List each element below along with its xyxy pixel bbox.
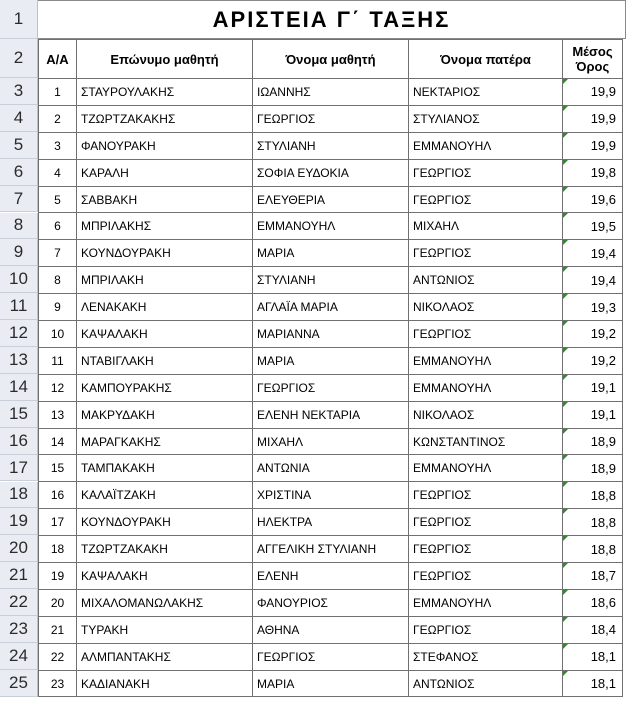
cell-surname[interactable]: ΤΑΜΠΑΚΑΚΗ [77, 455, 253, 482]
cell-name[interactable]: ΑΓΛΑΪΑ ΜΑΡΙΑ [253, 294, 409, 321]
cell-surname[interactable]: ΚΑΜΠΟΥΡΑΚΗΣ [77, 374, 253, 401]
cell-aa[interactable]: 6 [39, 213, 77, 240]
cell-aa[interactable]: 3 [39, 132, 77, 159]
cell-surname[interactable]: ΤΖΩΡΤΖΑΚΑΚΗ [77, 536, 253, 563]
cell-average[interactable]: 19,9 [563, 132, 623, 159]
cell-surname[interactable]: ΣΑΒΒΑΚΗ [77, 186, 253, 213]
cell-name[interactable]: ΣΤΥΛΙΑΝΗ [253, 132, 409, 159]
cell-average[interactable]: 18,1 [563, 670, 623, 697]
table-row [39, 536, 623, 563]
cell-father[interactable]: ΓΕΩΡΓΙΟΣ [409, 186, 563, 213]
row-number[interactable]: 19 [0, 508, 38, 535]
cell-father[interactable]: ΕΜΜΑΝΟΥΗΛ [409, 347, 563, 374]
cell-surname[interactable]: ΚΑΨΑΛΑΚΗ [77, 321, 253, 348]
table-row [39, 186, 623, 213]
cell-average[interactable]: 19,1 [563, 374, 623, 401]
table-row [39, 509, 623, 536]
cell-name[interactable]: ΑΘΗΝΑ [253, 616, 409, 643]
table-row [39, 643, 623, 670]
cell-surname[interactable]: ΚΟΥΝΔΟΥΡΑΚΗ [77, 240, 253, 267]
cell-father[interactable]: ΕΜΜΑΝΟΥΗΛ [409, 132, 563, 159]
table-row [39, 670, 623, 697]
row-number[interactable]: 12 [0, 320, 38, 347]
cell-surname[interactable]: ΜΠΡΙΛΑΚΗ [77, 267, 253, 294]
cell-name[interactable]: ΕΛΕΝΗ ΝΕΚΤΑΡΙΑ [253, 401, 409, 428]
cell-father[interactable]: ΜΙΧΑΗΛ [409, 213, 563, 240]
table-row [39, 401, 623, 428]
cell-surname[interactable]: ΜΠΡΙΛΑΚΗΣ [77, 213, 253, 240]
header-father[interactable]: Όνομα πατέρα [409, 40, 563, 79]
cell-surname[interactable]: ΜΙΧΑΛΟΜΑΝΩΛΑΚΗΣ [77, 589, 253, 616]
cell-average[interactable]: 18,8 [563, 536, 623, 563]
row-number[interactable]: 24 [0, 643, 38, 670]
cell-father[interactable]: ΓΕΩΡΓΙΟΣ [409, 321, 563, 348]
cell-aa[interactable]: 8 [39, 267, 77, 294]
row-number[interactable]: 2 [0, 39, 38, 78]
cell-aa[interactable]: 4 [39, 159, 77, 186]
cell-name[interactable]: ΜΑΡΙΑ [253, 240, 409, 267]
cell-name[interactable]: ΓΕΩΡΓΙΟΣ [253, 374, 409, 401]
cell-surname[interactable]: ΤΥΡΑΚΗ [77, 616, 253, 643]
cell-name[interactable]: ΜΑΡΙΑ [253, 670, 409, 697]
table-row [39, 616, 623, 643]
cell-name[interactable]: ΑΝΤΩΝΙΑ [253, 455, 409, 482]
cell-name[interactable]: ΣΤΥΛΙΑΝΗ [253, 267, 409, 294]
row-number[interactable]: 1 [0, 0, 38, 39]
cell-aa[interactable]: 14 [39, 428, 77, 455]
table-row [39, 321, 623, 348]
row-number[interactable]: 14 [0, 374, 38, 401]
row-number[interactable]: 10 [0, 266, 38, 293]
cell-surname[interactable]: ΣΤΑΥΡΟΥΛΑΚΗΣ [77, 79, 253, 106]
table-row [39, 294, 623, 321]
cell-surname[interactable]: ΚΑΡΑΛΗ [77, 159, 253, 186]
cell-average[interactable]: 18,9 [563, 428, 623, 455]
cell-average[interactable]: 19,9 [563, 79, 623, 106]
cell-surname[interactable]: ΚΑΔΙΑΝΑΚΗ [77, 670, 253, 697]
cell-aa[interactable]: 22 [39, 643, 77, 670]
table-row [39, 428, 623, 455]
row-number[interactable]: 9 [0, 239, 38, 266]
cell-surname[interactable]: ΜΑΚΡΥΔΑΚΗ [77, 401, 253, 428]
cell-aa[interactable]: 11 [39, 347, 77, 374]
row-number[interactable]: 20 [0, 535, 38, 562]
cell-aa[interactable]: 18 [39, 536, 77, 563]
table-row [39, 240, 623, 267]
cell-father[interactable]: ΕΜΜΑΝΟΥΗΛ [409, 589, 563, 616]
row-number[interactable]: 22 [0, 589, 38, 616]
cell-aa[interactable]: 20 [39, 589, 77, 616]
cell-father[interactable]: ΝΙΚΟΛΑΟΣ [409, 294, 563, 321]
cell-name[interactable]: ΕΛΕΥΘΕΡΙΑ [253, 186, 409, 213]
row-number[interactable]: 15 [0, 401, 38, 428]
cell-surname[interactable]: ΜΑΡΑΓΚΑΚΗΣ [77, 428, 253, 455]
cell-name[interactable]: ΧΡΙΣΤΙΝΑ [253, 482, 409, 509]
header-name[interactable]: Όνομα μαθητή [253, 40, 409, 79]
header-row [39, 40, 623, 79]
header-average[interactable]: Μέσος Όρος [563, 40, 623, 79]
cell-father[interactable]: ΕΜΜΑΝΟΥΗΛ [409, 455, 563, 482]
cell-name[interactable]: ΗΛΕΚΤΡΑ [253, 509, 409, 536]
table-row [39, 347, 623, 374]
cell-aa[interactable]: 13 [39, 401, 77, 428]
row-number[interactable]: 6 [0, 159, 38, 186]
cell-aa[interactable]: 9 [39, 294, 77, 321]
sheet-right-edge [626, 0, 637, 704]
cell-aa[interactable]: 12 [39, 374, 77, 401]
cell-aa[interactable]: 19 [39, 563, 77, 590]
cell-aa[interactable]: 15 [39, 455, 77, 482]
honors-table [38, 39, 623, 697]
cell-name[interactable]: ΜΙΧΑΗΛ [253, 428, 409, 455]
cell-father[interactable]: ΓΕΩΡΓΙΟΣ [409, 482, 563, 509]
sheet-bottom-edge [0, 700, 637, 704]
cell-average[interactable]: 18,8 [563, 509, 623, 536]
cell-average[interactable]: 19,2 [563, 321, 623, 348]
cell-aa[interactable]: 23 [39, 670, 77, 697]
cell-surname[interactable]: ΚΑΛΑΪΤΖΑΚΗ [77, 482, 253, 509]
cell-average[interactable]: 18,9 [563, 455, 623, 482]
row-number[interactable]: 3 [0, 78, 38, 105]
table-row [39, 267, 623, 294]
sheet-title[interactable]: ΑΡΙΣΤΕΙΑ Γ΄ ΤΑΞΗΣ [38, 0, 626, 39]
cell-average[interactable]: 19,4 [563, 240, 623, 267]
cell-average[interactable]: 19,1 [563, 401, 623, 428]
row-number[interactable]: 5 [0, 132, 38, 159]
header-aa[interactable]: Α/Α [39, 40, 77, 79]
cell-average[interactable]: 19,8 [563, 159, 623, 186]
cell-name[interactable]: ΣΟΦΙΑ ΕΥΔΟΚΙΑ [253, 159, 409, 186]
cell-name[interactable]: ΕΛΕΝΗ [253, 563, 409, 590]
cell-father[interactable]: ΣΤΥΛΙΑΝΟΣ [409, 105, 563, 132]
cell-name[interactable]: ΙΩΑΝΝΗΣ [253, 79, 409, 106]
cell-surname[interactable]: ΚΑΨΑΛΑΚΗ [77, 563, 253, 590]
table-row [39, 105, 623, 132]
table-row [39, 589, 623, 616]
row-number[interactable]: 7 [0, 186, 38, 213]
cell-name[interactable]: ΕΜΜΑΝΟΥΗΛ [253, 213, 409, 240]
cell-father[interactable]: ΑΝΤΩΝΙΟΣ [409, 670, 563, 697]
cell-aa[interactable]: 2 [39, 105, 77, 132]
table-row [39, 563, 623, 590]
cell-father[interactable]: ΑΝΤΩΝΙΟΣ [409, 267, 563, 294]
cell-aa[interactable]: 5 [39, 186, 77, 213]
table-row [39, 132, 623, 159]
cell-name[interactable]: ΓΕΩΡΓΙΟΣ [253, 643, 409, 670]
cell-average[interactable]: 18,1 [563, 643, 623, 670]
cell-average[interactable]: 18,4 [563, 616, 623, 643]
cell-name[interactable]: ΓΕΩΡΓΙΟΣ [253, 105, 409, 132]
table-row [39, 482, 623, 509]
row-number[interactable]: 13 [0, 347, 38, 374]
cell-father[interactable]: ΣΤΕΦΑΝΟΣ [409, 643, 563, 670]
row-number[interactable]: 23 [0, 616, 38, 643]
cell-average[interactable]: 18,8 [563, 482, 623, 509]
row-number[interactable]: 8 [0, 213, 38, 240]
header-surname[interactable]: Επώνυμο μαθητή [77, 40, 253, 79]
cell-surname[interactable]: ΤΖΩΡΤΖΑΚΑΚΗΣ [77, 105, 253, 132]
cell-father[interactable]: ΝΙΚΟΛΑΟΣ [409, 401, 563, 428]
cell-average[interactable]: 18,6 [563, 589, 623, 616]
row-number[interactable]: 16 [0, 428, 38, 455]
table-row [39, 79, 623, 106]
cell-father[interactable]: ΓΕΩΡΓΙΟΣ [409, 616, 563, 643]
cell-name[interactable]: ΑΓΓΕΛΙΚΗ ΣΤΥΛΙΑΝΗ [253, 536, 409, 563]
row-number[interactable]: 25 [0, 670, 38, 697]
cell-average[interactable]: 19,4 [563, 267, 623, 294]
cell-surname[interactable]: ΝΤΑΒΙΓΛΑΚΗ [77, 347, 253, 374]
cell-father[interactable]: ΓΕΩΡΓΙΟΣ [409, 240, 563, 267]
cell-aa[interactable]: 16 [39, 482, 77, 509]
cell-father[interactable]: ΚΩΝΣΤΑΝΤΙΝΟΣ [409, 428, 563, 455]
cell-average[interactable]: 19,5 [563, 213, 623, 240]
cell-father[interactable]: ΝΕΚΤΑΡΙΟΣ [409, 79, 563, 106]
table-row [39, 455, 623, 482]
cell-name[interactable]: ΜΑΡΙΑΝΝΑ [253, 321, 409, 348]
cell-father[interactable]: ΕΜΜΑΝΟΥΗΛ [409, 374, 563, 401]
table-row [39, 374, 623, 401]
cell-surname[interactable]: ΛΕΝΑΚΑΚΗ [77, 294, 253, 321]
table-row [39, 159, 623, 186]
cell-average[interactable]: 19,9 [563, 105, 623, 132]
cell-aa[interactable]: 10 [39, 321, 77, 348]
cell-father[interactable]: ΓΕΩΡΓΙΟΣ [409, 159, 563, 186]
cell-surname[interactable]: ΚΟΥΝΔΟΥΡΑΚΗ [77, 509, 253, 536]
cell-average[interactable]: 19,3 [563, 294, 623, 321]
cell-name[interactable]: ΜΑΡΙΑ [253, 347, 409, 374]
cell-surname[interactable]: ΑΛΜΠΑΝΤΑΚΗΣ [77, 643, 253, 670]
cell-surname[interactable]: ΦΑΝΟΥΡΑΚΗ [77, 132, 253, 159]
cell-aa[interactable]: 1 [39, 79, 77, 106]
row-number[interactable]: 18 [0, 482, 38, 509]
cell-father[interactable]: ΓΕΩΡΓΙΟΣ [409, 536, 563, 563]
cell-aa[interactable]: 17 [39, 509, 77, 536]
row-number[interactable]: 4 [0, 105, 38, 132]
row-number[interactable]: 21 [0, 562, 38, 589]
table-row [39, 213, 623, 240]
cell-father[interactable]: ΓΕΩΡΓΙΟΣ [409, 563, 563, 590]
cell-average[interactable]: 19,2 [563, 347, 623, 374]
cell-average[interactable]: 18,7 [563, 563, 623, 590]
cell-aa[interactable]: 21 [39, 616, 77, 643]
cell-average[interactable]: 19,6 [563, 186, 623, 213]
cell-father[interactable]: ΓΕΩΡΓΙΟΣ [409, 509, 563, 536]
cell-aa[interactable]: 7 [39, 240, 77, 267]
row-number[interactable]: 17 [0, 455, 38, 482]
row-number[interactable]: 11 [0, 293, 38, 320]
cell-name[interactable]: ΦΑΝΟΥΡΙΟΣ [253, 589, 409, 616]
